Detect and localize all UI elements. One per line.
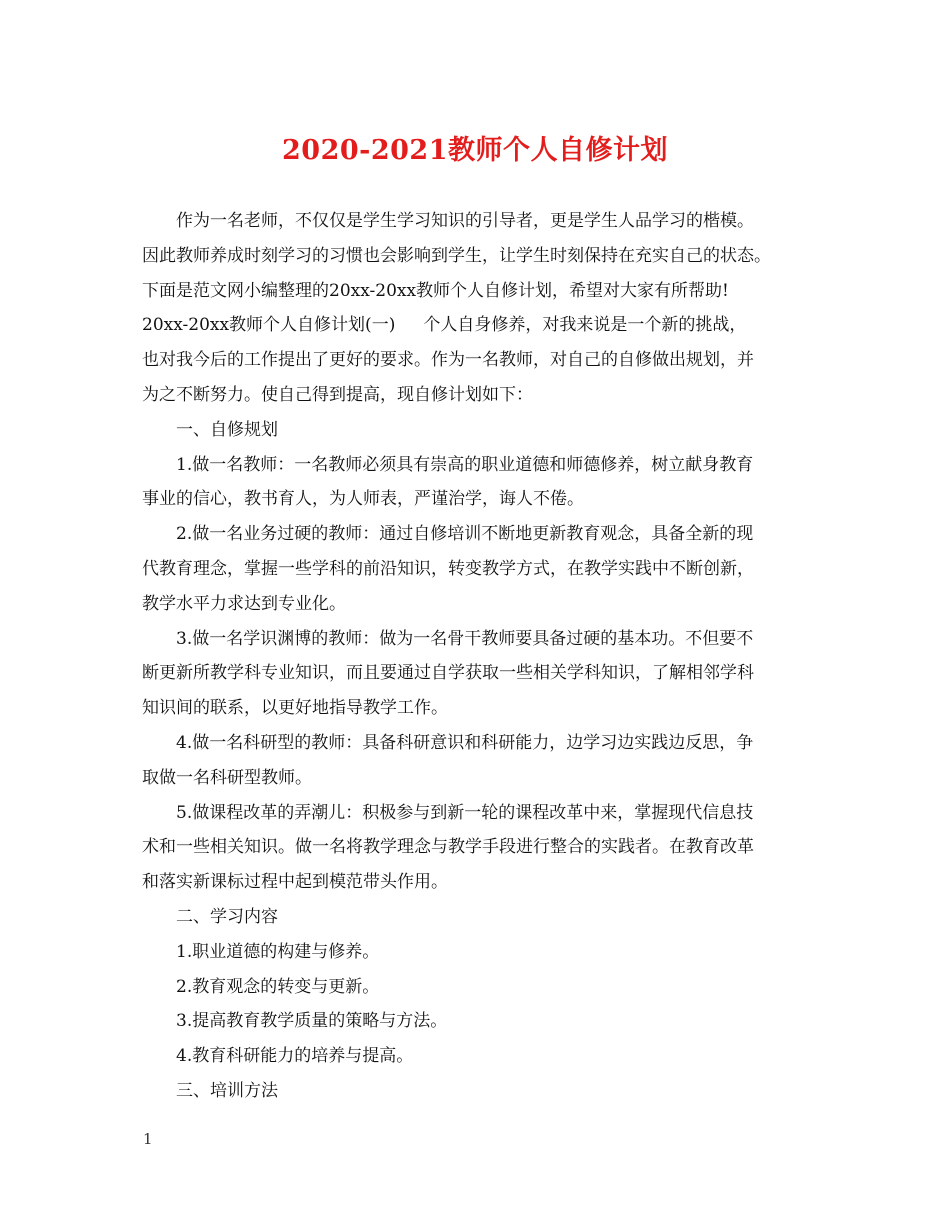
body-line: 为之不断努力。使自己得到提高，现自修计划如下： (142, 384, 533, 405)
document-title: 2020-2021教师个人自修计划 (282, 135, 668, 166)
body-line: 代教育理念，掌握一些学科的前沿知识，转变教学方式，在教学实践中不断创新， (142, 558, 754, 579)
section-heading: 二、学习内容 (176, 906, 278, 927)
body-line: 因此教师养成时刻学习的习惯也会影响到学生，让学生时刻保持在充实自己的状态。 (142, 245, 771, 266)
section-heading: 一、自修规划 (176, 419, 278, 440)
body-line-combined (142, 308, 822, 343)
body-line: 也对我今后的工作提出了更好的要求。作为一名教师，对自己的自修做出规划，并 (142, 350, 754, 371)
section-heading: 20xx-20xx教师个人自修计划(一) (142, 315, 396, 336)
list-item: 4.做一名科研型的教师：具备科研意识和科研能力，边学习边实践边反思，争 (176, 732, 754, 753)
page-number: 1 (143, 1130, 153, 1148)
body-line: 下面是范文网小编整理的20xx-20xx教师个人自修计划，希望对大家有所帮助! (142, 280, 729, 301)
list-item: 1.做一名教师：一名教师必须具有崇高的职业道德和师德修养，树立献身教育 (176, 454, 754, 475)
list-item: 1.职业道德的构建与修养。 (176, 941, 380, 962)
body-line: 作为一名老师，不仅仅是学生学习知识的引导者，更是学生人品学习的楷模。 (176, 211, 754, 231)
body-line-fragment: 个人自身修养，对我来说是一个新的挑战， (423, 315, 747, 336)
list-item: 4.教育科研能力的培养与提高。 (176, 1046, 414, 1067)
body-line: 取做一名科研型教师。 (142, 767, 312, 788)
body-line: 教学水平力求达到专业化。 (142, 593, 346, 614)
list-item: 5.做课程改革的弄潮儿：积极参与到新一轮的课程改革中来，掌握现代信息技 (176, 802, 754, 823)
body-line: 术和一些相关知识。做一名将教学理念与教学手段进行整合的实践者。在教育改革 (142, 837, 754, 858)
list-item: 3.做一名学识渊博的教师：做为一名骨干教师要具备过硬的基本功。不但要不 (176, 628, 754, 649)
body-line: 断更新所教学科专业知识，而且要通过自学获取一些相关学科知识，了解相邻学科 (142, 663, 754, 684)
body-line: 事业的信心，教书育人，为人师表，严谨治学，诲人不倦。 (142, 489, 584, 510)
list-item: 2.做一名业务过硬的教师：通过自修培训不断地更新教育观念，具备全新的现 (176, 524, 754, 545)
document-body (142, 204, 822, 1109)
body-line: 和落实新课标过程中起到模范带头作用。 (142, 872, 448, 893)
body-line: 知识间的联系，以更好地指导教学工作。 (142, 698, 448, 719)
list-item: 2.教育观念的转变与更新。 (176, 976, 380, 997)
list-item: 3.提高教育教学质量的策略与方法。 (176, 1011, 448, 1032)
section-heading: 三、培训方法 (176, 1080, 278, 1101)
